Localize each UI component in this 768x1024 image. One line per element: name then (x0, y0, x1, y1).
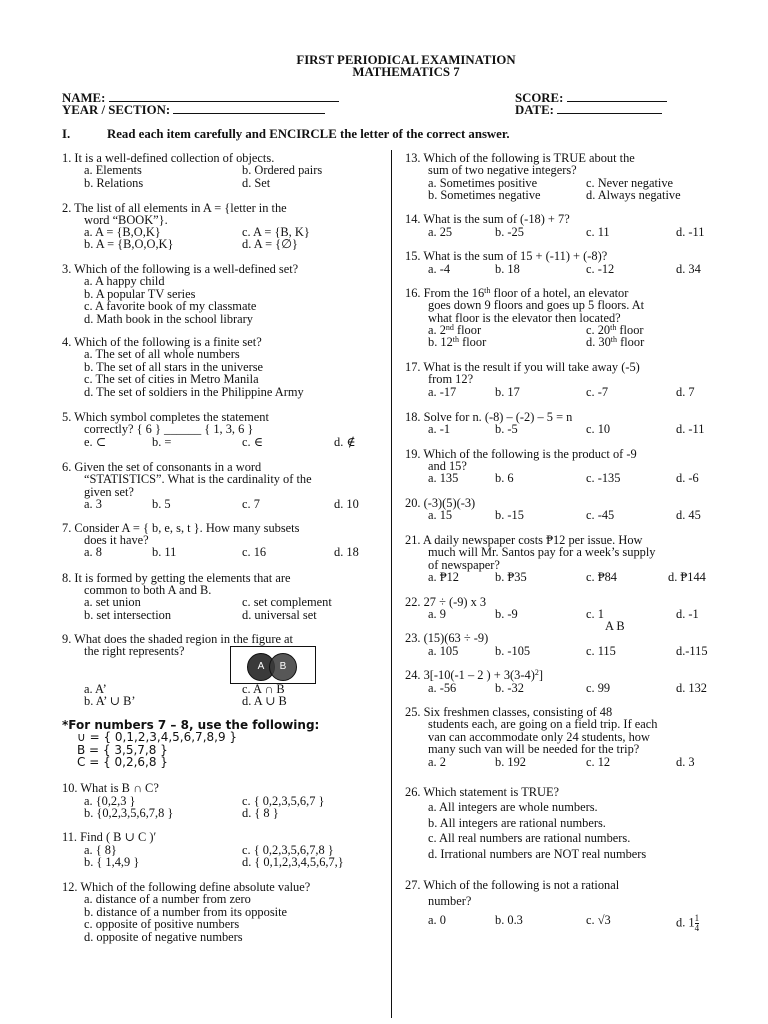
option-d[interactable]: d. { 8 } (242, 806, 279, 820)
question-stem: word “BOOK”}. (84, 213, 168, 228)
option-b[interactable]: b. -32 (495, 681, 524, 695)
question-stem: 23. (15)(63 ÷ -9) (405, 631, 489, 645)
option-c[interactable]: c. 7 (242, 497, 260, 511)
option-c[interactable]: c. -135 (586, 471, 621, 485)
option-d-whole: d. 1 (676, 915, 695, 930)
score-label: SCORE: (515, 91, 564, 105)
question-stem: 1. It is a well-defined collection of objects. (62, 151, 275, 165)
option-d[interactable]: d. 45 (676, 508, 701, 522)
stray-venn-labels: A B (605, 619, 625, 633)
question-stem: common to both A and B. (84, 583, 212, 598)
option-b[interactable]: b. distance of a number from its opposite (84, 904, 288, 919)
question-stem: 16. From the 16th floor of a hotel, an elevator (405, 286, 629, 300)
question-stem: 15. What is the sum of 15 + (-11) + (-8)? (405, 249, 608, 263)
question-stem: 17. What is the result if you will take away (-5) (405, 360, 640, 374)
option-a[interactable]: a. Sometimes positive (428, 176, 538, 190)
question-17 (405, 361, 640, 386)
universal-set: ∪ = { 0,1,2,3,4,5,6,7,8,9 } (77, 730, 238, 745)
option-a[interactable]: a. 9 (428, 607, 446, 621)
option-c[interactable]: c. ₱84 (586, 570, 617, 584)
question-stem: 4. Which of the following is a finite set? (62, 335, 262, 349)
option-a[interactable]: e. ⊂ (84, 435, 107, 449)
option-b[interactable]: b. 6 (495, 471, 514, 485)
option-a[interactable]: a. -1 (428, 422, 451, 436)
name-line[interactable] (109, 91, 339, 102)
option-d[interactable]: d. Math book in the school library (84, 311, 253, 326)
option-c[interactable]: c. opposite of positive numbers (84, 917, 240, 932)
option-b[interactable]: b. All integers are rational numbers. (428, 815, 606, 830)
option-b[interactable]: b. = (152, 435, 172, 449)
question-stem: 8. It is formed by getting the elements that are (62, 571, 291, 585)
question-4 (62, 336, 304, 398)
question-24 (405, 669, 543, 681)
option-b[interactable]: b. 192 (495, 755, 526, 769)
option-b[interactable]: b. ₱35 (495, 570, 527, 584)
question-stem: 19. Which of the following is the product of -9 (405, 447, 637, 461)
option-a[interactable]: a. 25 (428, 225, 453, 239)
option-d[interactable]: d. -1 (676, 607, 699, 621)
option-a[interactable]: a. 135 (428, 471, 459, 485)
question-stem: 26. Which statement is TRUE? (405, 785, 560, 799)
date-field[interactable] (515, 103, 662, 116)
question-stem: 13. Which of the following is TRUE about the (405, 151, 635, 165)
option-d[interactable]: d. Always negative (586, 188, 681, 202)
question-stem: number? (428, 894, 472, 908)
option-d[interactable]: d. -6 (676, 471, 699, 485)
question-stem: 18. Solve for n. (-8) – (-2) – 5 = n (405, 410, 573, 424)
option-a[interactable]: a. set union (84, 595, 141, 609)
option-d[interactable]: d. opposite of negative numbers (84, 929, 243, 944)
option-a[interactable]: a. 0 (428, 913, 446, 927)
option-b[interactable]: b. 18 (495, 262, 520, 276)
question-stem: 21. A daily newspaper costs ₱12 per issue. How (405, 533, 643, 547)
option-d[interactable]: d. -11 (676, 422, 705, 436)
option-b[interactable]: b. Sometimes negative (428, 188, 541, 202)
option-a[interactable]: a. 3 (84, 497, 102, 511)
option-b[interactable]: b. Relations (84, 176, 144, 190)
option-d[interactable]: d. { 0,1,2,3,4,5,6,7,} (242, 855, 344, 869)
question-stem: from 12? (428, 372, 474, 387)
question-stem: 25. Six freshmen classes, consisting of 48 (405, 705, 613, 719)
option-b[interactable]: b. -9 (495, 607, 518, 621)
set-b: B = { 3,5,7,8 } (77, 742, 168, 757)
option-b[interactable]: b. 11 (152, 545, 177, 559)
option-b[interactable]: b. 17 (495, 385, 520, 399)
option-b[interactable]: b. A = {B,O,O,K} (84, 237, 174, 251)
question-stem: 24. 3[-10(-1 – 2 ) + $3(3-4)^2$] (405, 668, 543, 682)
question-stem: 20. (-3)(5)(-3) (405, 496, 476, 510)
option-c[interactable]: c. { 0,2,3,5,6,7 } (242, 794, 325, 808)
question-stem: 2. The list of all elements in A = {letter in the (62, 201, 287, 215)
option-a[interactable]: a. The set of all whole numbers (84, 347, 240, 362)
question-stem: the right represents? (84, 644, 185, 659)
option-b[interactable]: b. A’ ∪ B’ (84, 694, 136, 708)
option-d[interactable]: d. The set of soldiers in the Philippine Army (84, 384, 304, 399)
option-d[interactable]: d. ₱144 (668, 570, 706, 584)
option-d[interactable]: d. universal set (242, 608, 317, 622)
year-section-line[interactable] (173, 103, 325, 114)
option-b[interactable]: b. -25 (495, 225, 524, 239)
option-d[interactable]: d. Irrational numbers are NOT real numbers (428, 846, 647, 861)
option-c[interactable]: c. √3 (586, 913, 611, 927)
question-13 (405, 152, 635, 177)
question-stem: 7. Consider A = { b, e, s, t }. How many subsets (62, 521, 300, 535)
option-c[interactable]: c. Never negative (586, 176, 674, 190)
option-d[interactable]: d. A = {∅} (242, 237, 298, 251)
option-b[interactable]: b. set intersection (84, 608, 172, 622)
option-b[interactable]: b. -15 (495, 508, 524, 522)
question-stem: students each, are going on a field trip. If each (428, 717, 658, 732)
option-a[interactable]: a. ₱12 (428, 570, 459, 584)
date-line[interactable] (557, 103, 662, 114)
option-d[interactable]: d. -11 (676, 225, 705, 239)
question-stem: 6. Given the set of consonants in a word (62, 460, 262, 474)
question-12 (62, 881, 310, 943)
exam-title: FIRST PERIODICAL EXAMINATION (296, 53, 516, 67)
part-number: I. (62, 127, 71, 141)
option-d[interactable]: d. 3 (676, 755, 695, 769)
option-a[interactable]: a. { 8} (84, 843, 117, 857)
fraction-one-fourth: $\frac{1}{4}$ (694, 913, 700, 933)
option-a[interactable]: a. {0,2,3 } (84, 794, 136, 808)
option-a[interactable]: a. 2nd floor (428, 323, 482, 337)
question-2 (62, 202, 287, 227)
option-a[interactable]: a. A = {B,O,K} (84, 225, 161, 239)
venn-circle-a: A (247, 653, 275, 681)
option-a[interactable]: a. 8 (84, 545, 102, 559)
question-stem: given set? (84, 484, 134, 499)
question-stem: does it have? (84, 533, 149, 548)
year-section-field[interactable] (62, 103, 325, 116)
option-d[interactable]: d.-115 (676, 644, 708, 658)
question-stem: many such van will be needed for the trip? (428, 742, 640, 757)
option-c[interactable]: c. { 0,2,3,5,6,7,8 } (242, 843, 334, 857)
question-stem: 14. What is the sum of (-18) + 7? (405, 212, 570, 226)
question-stem: 27. Which of the following is not a rational (405, 878, 620, 892)
exam-subject: MATHEMATICS 7 (352, 65, 460, 79)
question-11 (62, 831, 156, 843)
option-d[interactable]: d. ∉ (334, 435, 356, 449)
option-c[interactable]: c. 1 (586, 607, 604, 621)
option-c[interactable]: b. Ordered pairs (242, 163, 323, 177)
option-c[interactable]: c. The set of cities in Metro Manila (84, 372, 259, 387)
question-21 (405, 534, 655, 571)
option-b[interactable]: b. The set of all stars in the universe (84, 359, 264, 374)
question-19 (405, 448, 637, 473)
question-14 (405, 213, 570, 225)
question-stem: what floor is the elevator then located? (428, 310, 621, 325)
option-a[interactable]: a. All integers are whole numbers. (428, 800, 598, 814)
option-c[interactable]: c. A = {B, K} (242, 225, 310, 239)
option-a[interactable]: a. 15 (428, 508, 453, 522)
question-16 (405, 287, 644, 324)
question-stem: of newspaper? (428, 557, 500, 572)
question-27 (405, 879, 619, 907)
score-line[interactable] (567, 91, 667, 102)
option-d[interactable]: d. 30th floor (586, 335, 645, 349)
option-a[interactable]: a. A happy child (84, 274, 165, 289)
question-stem: 3. Which of the following is a well-defined set? (62, 262, 299, 276)
option-d[interactable]: d. A ∪ B (242, 694, 287, 708)
question-6 (62, 461, 312, 498)
question-26 (405, 786, 646, 863)
question-7 (62, 522, 299, 547)
option-b[interactable]: b. 12th floor (428, 335, 487, 349)
question-stem: “STATISTICS”. What is the cardinality of the (84, 472, 312, 487)
question-stem: goes down 9 floors and goes up 5 floors. At (428, 298, 645, 313)
note-heading: *For numbers 7 – 8, use the following: (62, 718, 320, 732)
question-stem: correctly? { 6 } ______ { 1, 3, 6 } (84, 422, 254, 437)
option-d[interactable]: d. 34 (676, 262, 701, 276)
option-c[interactable]: c. A favorite book of my classmate (84, 299, 257, 314)
option-c[interactable]: c. 16 (242, 545, 267, 559)
option-b[interactable]: b. { 1,4,9 } (84, 855, 140, 869)
option-d[interactable]: d. 132 (676, 681, 707, 695)
question-8 (62, 572, 290, 597)
option-c[interactable]: c. ∈ (242, 435, 263, 449)
option-c[interactable]: c. All real numbers are rational numbers. (428, 831, 631, 845)
name-label: NAME: (62, 91, 106, 105)
option-a[interactable]: a. distance of a number from zero (84, 892, 251, 907)
venn-circle-b: B (269, 653, 297, 681)
question-stem: van can accommodate only 24 students, how (428, 729, 650, 744)
question-stem: 22. 27 ÷ (-9) x 3 (405, 595, 487, 609)
option-c[interactable]: c. 10 (586, 422, 611, 436)
set-c: C = { 0,2,6,8 } (77, 755, 168, 770)
option-b[interactable]: b. {0,2,3,5,6,7,8 } (84, 806, 174, 820)
option-c[interactable]: c. A ∩ B (242, 682, 285, 696)
option-d[interactable]: d. 7 (676, 385, 695, 399)
option-b[interactable]: b. -105 (495, 644, 531, 658)
column-divider (391, 150, 392, 1018)
option-d[interactable]: d. 18 (334, 545, 359, 559)
option-b[interactable]: b. 0.3 (495, 913, 523, 927)
option-a[interactable]: a. -56 (428, 681, 457, 695)
option-c[interactable]: c. -12 (586, 262, 615, 276)
set-note (62, 719, 319, 769)
option-b[interactable]: b. A popular TV series (84, 286, 196, 301)
question-3 (62, 263, 298, 325)
option-d[interactable]: d. Set (242, 176, 271, 190)
option-d[interactable]: d. 10 (334, 497, 359, 511)
question-10 (62, 782, 159, 794)
option-c[interactable]: c. set complement (242, 595, 332, 609)
question-15 (405, 250, 607, 262)
question-stem: much will Mr. Santos pay for a week’s supply (428, 545, 656, 560)
question-stem: 11. Find ( B ∪ C )′ (62, 830, 157, 844)
question-stem: and 15? (428, 459, 467, 474)
year-section-label: YEAR / SECTION: (62, 103, 171, 117)
question-stem: 12. Which of the following define absolute value? (62, 880, 311, 894)
question-5 (62, 411, 269, 436)
option-c[interactable]: c. -45 (586, 508, 615, 522)
part-instruction: Read each item carefully and ENCIRCLE the letter of the correct answer. (107, 127, 510, 141)
option-a[interactable]: a. 105 (428, 644, 459, 658)
option-c[interactable]: c. 12 (586, 755, 611, 769)
option-c[interactable]: c. -7 (586, 385, 609, 399)
question-25 (405, 706, 657, 756)
option-d[interactable] (676, 914, 699, 933)
option-a[interactable]: a. 2 (428, 755, 446, 769)
option-a[interactable]: a. -4 (428, 262, 451, 276)
option-b[interactable]: b. -5 (495, 422, 518, 436)
question-23 (405, 632, 488, 644)
venn-diagram (230, 646, 316, 684)
question-stem: 9. What does the shaded region in the figure at (62, 632, 293, 646)
option-a[interactable]: a. -17 (428, 385, 457, 399)
option-c[interactable]: c. 11 (586, 225, 610, 239)
option-a[interactable]: a. A’ (84, 682, 107, 696)
question-stem: sum of two negative integers? (428, 163, 577, 178)
option-c[interactable]: c. 20th floor (586, 323, 644, 337)
date-label: DATE: (515, 103, 554, 117)
question-stem: 10. What is B ∩ C? (62, 781, 159, 795)
option-c[interactable]: c. 99 (586, 681, 611, 695)
option-c[interactable]: c. 115 (586, 644, 616, 658)
option-a[interactable]: a. Elements (84, 163, 142, 177)
option-b[interactable]: b. 5 (152, 497, 171, 511)
question-stem: 5. Which symbol completes the statement (62, 410, 269, 424)
